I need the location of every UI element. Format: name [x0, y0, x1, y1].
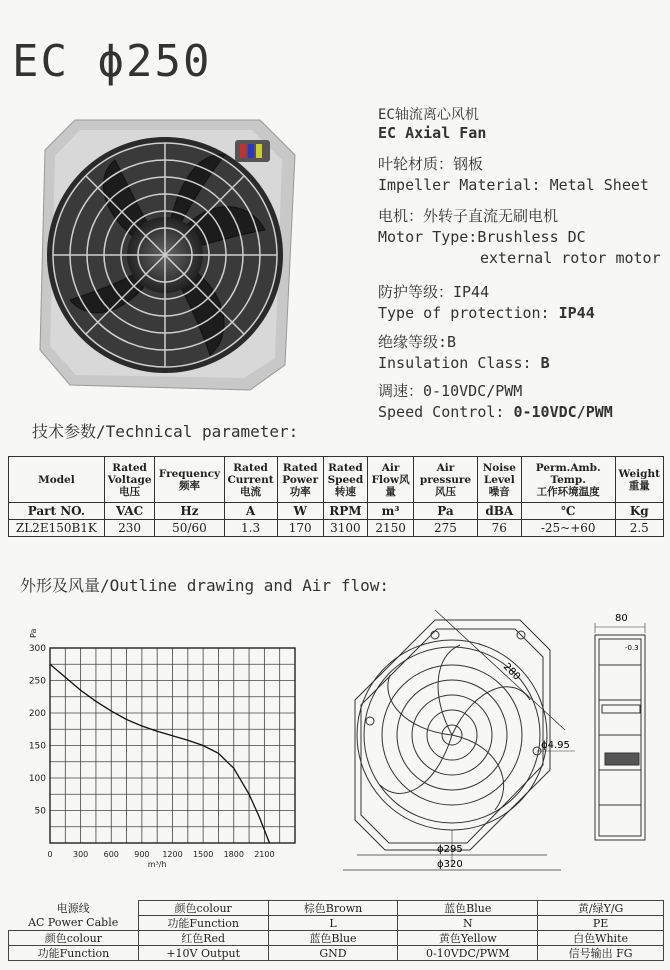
x-axis-label: m³/h	[147, 860, 167, 869]
tech-header-line: Air	[381, 461, 400, 474]
tech-section-title: 技术参数/Technical parameter:	[32, 422, 299, 441]
cable-row	[9, 901, 664, 916]
cable-cell: 蓝色Blue	[398, 901, 538, 916]
spec-insulation-label: Insulation Class:	[378, 354, 532, 372]
tech-header-line: 电流	[240, 485, 262, 498]
x-tick-label: 300	[72, 850, 89, 859]
spec-motor-en-2: external rotor motor	[480, 249, 661, 267]
tech-value-cell: 275	[414, 520, 478, 537]
dim-tolerance: -0.3	[625, 644, 639, 652]
y-tick-label: 250	[28, 676, 46, 687]
tech-value-cell: 2.5	[615, 520, 664, 537]
tech-unit-cell: W	[277, 503, 323, 520]
spec-insulation-en	[378, 354, 550, 372]
cable-cell: 黄色Yellow	[398, 931, 538, 946]
tech-header-cell	[277, 457, 323, 503]
tech-unit-row	[9, 503, 664, 520]
tech-header-line: Rated	[112, 461, 147, 474]
tech-unit-cell: A	[224, 503, 277, 520]
tech-header-cell	[155, 457, 224, 503]
spec-motor-cn: 电机：外转子直流无刷电机	[378, 207, 559, 225]
spec-speed-value: 0-10VDC/PWM	[513, 403, 613, 421]
cable-row	[9, 931, 664, 946]
spec-insulation-cn: 绝缘等级:B	[378, 333, 457, 351]
cable-cell: L	[268, 916, 398, 931]
tech-header-cell	[224, 457, 277, 503]
y-axis-label: Pa	[29, 628, 38, 638]
y-tick-label: 300	[28, 644, 46, 654]
tech-header-line: 噪音	[488, 485, 510, 498]
cable-cell: 功能Function	[138, 916, 268, 931]
tech-value-cell: 230	[104, 520, 155, 537]
dim-280: 280	[500, 661, 523, 683]
tech-header-line: Air	[436, 461, 455, 474]
tech-unit-cell: Pa	[414, 503, 478, 520]
tech-header-line: Model	[38, 473, 75, 486]
cable-cell: N	[398, 916, 538, 931]
tech-header-line: Perm.Amb.	[535, 461, 601, 474]
tech-unit-cell: RPM	[323, 503, 367, 520]
tech-header-line: pressure	[419, 473, 472, 486]
cable-cell: 信号输出 FG	[538, 946, 664, 961]
dim-80: 80	[615, 613, 628, 624]
cable-cell: 功能Function	[9, 946, 139, 961]
cable-cell: 棕色Brown	[268, 901, 398, 916]
cable-cell: +10V Output	[138, 946, 268, 961]
spec-speed-en	[378, 403, 613, 421]
y-tick-label: 150	[28, 741, 46, 752]
tech-unit-cell: m³	[367, 503, 413, 520]
tech-header-cell	[477, 457, 521, 503]
spec-impeller-cn: 叶轮材质：钢板	[378, 155, 484, 173]
cable-cell: 0-10VDC/PWM	[398, 946, 538, 961]
tech-header-line: Rated	[282, 461, 318, 474]
tech-value-cell: 2150	[367, 520, 413, 537]
tech-value-cell: 170	[277, 520, 323, 537]
tech-value-cell: 50/60	[155, 520, 224, 537]
y-tick-label: 100	[28, 774, 46, 784]
tech-header-line: Noise	[482, 461, 516, 474]
cable-label-cn: 电源线	[56, 901, 90, 915]
tech-unit-cell: VAC	[104, 503, 155, 520]
spec-protection-en	[378, 304, 595, 322]
cable-cell: 颜色colour	[138, 901, 268, 916]
tech-header-cell	[104, 457, 155, 503]
cable-cell: 蓝色Blue	[268, 931, 398, 946]
y-tick-label: 200	[28, 709, 46, 719]
x-tick-label: 2100	[254, 850, 275, 859]
x-tick-label: 1500	[192, 850, 214, 859]
spec-motor-en-1: Motor Type:Brushless DC	[378, 228, 586, 246]
tech-header-line: Temp.	[550, 473, 586, 486]
tech-value-cell: ZL2E150B1K	[9, 520, 105, 537]
x-tick-label: 1800	[223, 850, 244, 859]
tech-header-line: 转速	[334, 485, 356, 498]
cable-row	[9, 946, 664, 961]
tech-value-cell: 76	[477, 520, 521, 537]
tech-header-line: Frequency	[158, 467, 221, 480]
dim-295: ϕ295	[437, 844, 463, 855]
tech-header-line: Flow风	[371, 473, 410, 486]
cable-table	[8, 900, 664, 961]
tech-unit-cell: Kg	[615, 503, 664, 520]
tech-value-cell: 1.3	[224, 520, 277, 537]
tech-header-line: 重量	[628, 479, 650, 492]
tech-header-line: Rated	[328, 461, 363, 474]
tech-value-cell: -25~+60	[521, 520, 615, 537]
cable-cell: GND	[268, 946, 398, 961]
spec-cn-name: EC轴流离心风机	[378, 107, 479, 123]
tech-value-cell: 3100	[323, 520, 367, 537]
y-tick-label: 50	[34, 806, 46, 817]
cable-cell: 黄/绿Y/G	[538, 901, 664, 916]
fan-product-image	[30, 110, 305, 395]
airflow-chart	[20, 620, 305, 875]
tech-header-cell	[9, 457, 105, 503]
tech-header-cell	[367, 457, 413, 503]
tech-unit-cell: Hz	[155, 503, 224, 520]
cable-label-en: AC Power Cable	[9, 916, 139, 931]
tech-header-line: 风压	[434, 485, 456, 498]
outline-section-title: 外形及风量/Outline drawing and Air flow:	[20, 576, 389, 595]
tech-header-line: Speed	[327, 473, 364, 486]
tech-header-line: Current	[227, 473, 274, 486]
tech-header-cell	[414, 457, 478, 503]
tech-unit-cell: Part NO.	[9, 503, 105, 520]
cable-cell: 颜色colour	[9, 931, 139, 946]
tech-header-line: Rated	[233, 461, 268, 474]
tech-header-line: Level	[483, 473, 515, 486]
x-tick-label: 900	[134, 850, 150, 859]
cable-row	[9, 916, 664, 931]
tech-header-line: 工作环境温度	[536, 485, 600, 498]
x-tick-label: 600	[103, 850, 119, 859]
spec-insulation-value: B	[540, 354, 550, 372]
page-title: EC ϕ250	[12, 36, 212, 87]
tech-header-line: 功率	[289, 485, 311, 498]
tech-header-row	[9, 457, 664, 503]
tech-header-line: Weight	[618, 467, 660, 480]
tech-header-line: 电压	[119, 485, 141, 498]
spec-impeller-en: Impeller Material: Metal Sheet	[378, 176, 649, 194]
tech-header-line: Power	[282, 473, 319, 486]
airflow-curve	[50, 664, 270, 843]
tech-header-cell	[323, 457, 367, 503]
tech-unit-cell: dBA	[477, 503, 521, 520]
cable-cell: 红色Red	[138, 931, 268, 946]
dim-320: ϕ320	[437, 859, 463, 870]
cable-cell: 白色White	[538, 931, 664, 946]
dim-hole: ϕ4.95	[541, 740, 570, 751]
spec-protection-label: Type of protection:	[378, 304, 550, 322]
spec-protection-value: IP44	[558, 304, 595, 322]
spec-en-name: EC Axial Fan	[378, 124, 487, 142]
tech-header-line: Voltage	[107, 473, 152, 486]
tech-unit-cell: ℃	[521, 503, 615, 520]
spec-speed-label: Speed Control:	[378, 403, 505, 421]
spec-protection-cn: 防护等级：IP44	[378, 283, 490, 301]
spec-speed-cn: 调速：0-10VDC/PWM	[378, 382, 523, 400]
cable-cell: PE	[538, 916, 664, 931]
tech-header-cell	[615, 457, 664, 503]
x-tick-label: 1200	[162, 850, 183, 859]
tech-value-row	[9, 520, 664, 537]
outline-drawing	[325, 605, 670, 890]
tech-header-line: 频率	[178, 479, 200, 492]
tech-header-cell	[521, 457, 615, 503]
tech-parameter-table	[8, 456, 664, 537]
tech-header-line: 量	[385, 485, 396, 498]
x-tick-label: 0	[47, 850, 53, 859]
